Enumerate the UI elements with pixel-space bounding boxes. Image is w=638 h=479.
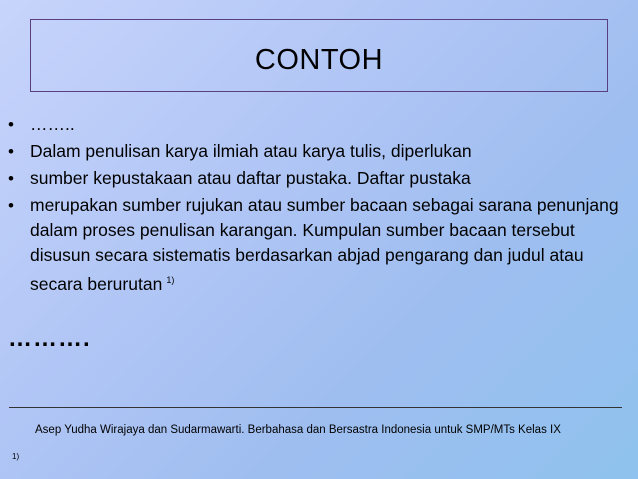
bullet-text: …….. [30, 114, 75, 134]
bullet-item [8, 139, 628, 164]
ellipsis-text: ………. [8, 325, 91, 352]
bullet-marker: • [8, 169, 14, 188]
slide-title: CONTOH [254, 44, 384, 76]
title-box [30, 19, 608, 92]
bullet-text: merupakan sumber rujukan atau sumber bacaan sebagai sarana penunjang dalam proses penulisan karangan. Kumpulan sumber bacaan tersebut disusun secara sistematis berdasarkan abjad pengarang dan judul atau secara berurutan [30, 195, 619, 294]
bullet-text: Dalam penulisan karya ilmiah atau karya tulis, diperlukan [30, 141, 472, 161]
bullet-item [8, 112, 628, 137]
bullet-list [8, 112, 628, 299]
bullet-marker: • [8, 196, 14, 215]
bullet-marker: • [8, 142, 14, 161]
bullet-marker: • [8, 115, 14, 134]
footnote-marker: 1) [12, 452, 20, 461]
footer-citation: Asep Yudha Wirajaya dan Sudarmawarti. Berbahasa dan Bersastra Indonesia untuk SMP/MTs Kelas IX [35, 424, 561, 436]
bullet-text: sumber kepustakaan atau daftar pustaka. Daftar pustaka [30, 168, 471, 188]
bullet-item [8, 193, 628, 297]
footnote-superscript: 1) [166, 275, 175, 285]
bullet-item [8, 166, 628, 191]
footer-divider [9, 407, 622, 408]
bullet-text-block [30, 193, 628, 297]
